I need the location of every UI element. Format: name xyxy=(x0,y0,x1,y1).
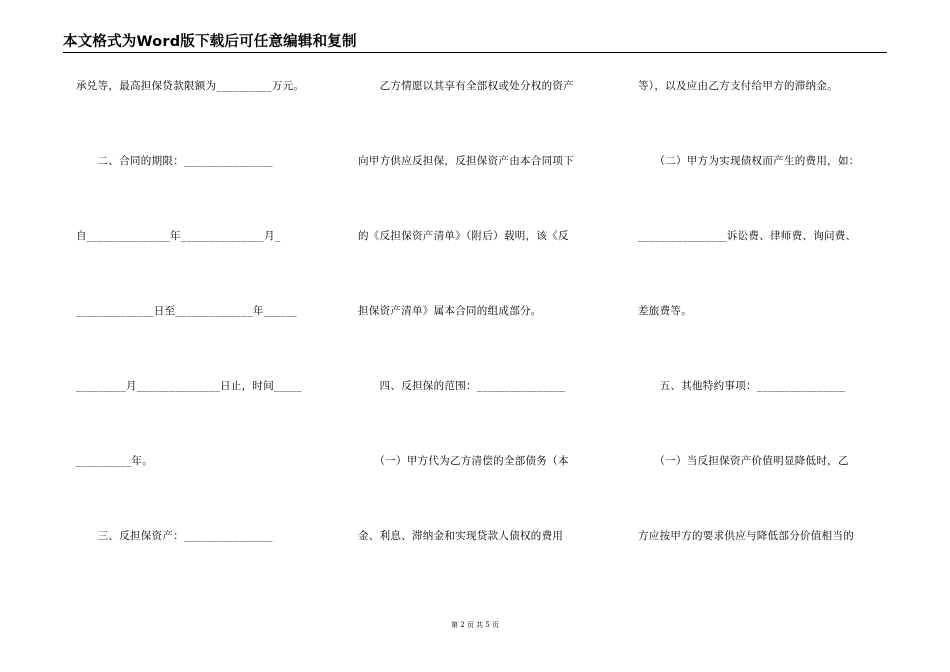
document-header-title: 本文格式为Word版下载后可任意编辑和复制 xyxy=(63,34,357,50)
text-line: 乙方情愿以其享有全部权或处分权的资产 xyxy=(358,80,574,92)
text-line: 承兑等，最高担保贷款限额为__________万元。 xyxy=(76,80,305,92)
text-line: 的《反担保资产清单》（附后）载明，该《反 xyxy=(358,230,569,242)
text-line: 向甲方供应反担保，反担保资产由本合同项下 xyxy=(358,155,574,167)
text-column-3 xyxy=(638,76,888,601)
text-line: 自_______________年_______________月_ xyxy=(76,230,281,242)
text-column-1 xyxy=(76,76,326,601)
text-line: （一）当反担保资产价值明显降低时，乙 xyxy=(638,455,849,467)
text-line: 金、利息、滞纳金和实现贷款人债权的费用 xyxy=(358,530,564,542)
text-line: 等），以及应由乙方支付给甲方的滞纳金。 xyxy=(638,80,838,92)
text-line: （一）甲方代为乙方清偿的全部债务（本 xyxy=(358,455,569,467)
header-divider xyxy=(63,52,887,53)
text-column-2 xyxy=(358,76,608,601)
text-line: 五、其他特约事项：________________ xyxy=(638,380,846,392)
text-line: 方应按甲方的要求供应与降低部分价值相当的 xyxy=(638,530,854,542)
text-line: （二）甲方为实现债权而产生的费用，如： xyxy=(638,155,860,167)
page-number: 第 2 页 共 5 页 xyxy=(450,621,500,629)
text-line: 担保资产清单》属本合同的组成部分。 xyxy=(358,305,542,317)
text-line: ______________日至______________年______ xyxy=(76,305,298,317)
text-line: _________月_______________日止，时间_____ xyxy=(76,380,302,392)
text-line: __________年。 xyxy=(76,455,154,467)
text-line: 三、反担保资产：________________ xyxy=(76,530,273,542)
text-line: 二、合同的期限：________________ xyxy=(76,155,273,167)
text-line: 四、反担保的范围：________________ xyxy=(358,380,566,392)
text-line: ________________诉讼费、律师费、询问费、 xyxy=(638,230,857,242)
text-line: 差旅费等。 xyxy=(638,305,692,317)
